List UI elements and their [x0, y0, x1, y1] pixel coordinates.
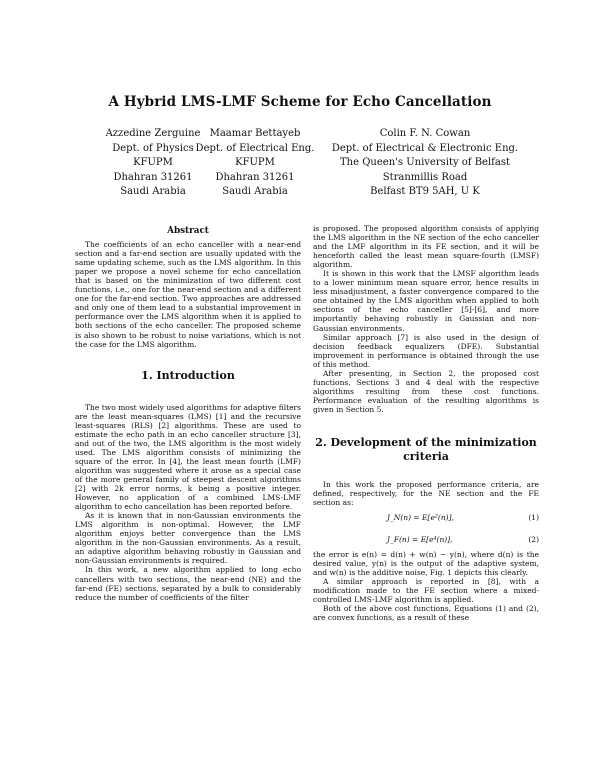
author-affiliation-line: Dept. of Electrical Eng.: [195, 142, 315, 154]
section-heading-introduction: 1. Introduction: [141, 368, 235, 382]
section2-paragraph: A similar approach is reported in [8], with a modification made to the FE section where a mixed-controlled LMS-LMF algorithm is applied.: [313, 577, 539, 605]
paper-title: A Hybrid LMS-LMF Scheme for Echo Cancellation: [108, 94, 492, 110]
section2-intro: In this work the proposed performance criteria, are defined, respectively, for the NE section and the FE section as:: [313, 479, 539, 508]
section2-paragraph: the error is e(n) = d(n) + w(n) − y(n), where d(n) is the desired value, y(n) is the output of the adaptive system, and w(n) is the additive noise, Fig. 1 depicts this clearly.: [313, 550, 539, 578]
section2-paragraph: Both of the above cost functions, Equations (1) and (2), are convex functions, as a result of these: [313, 604, 539, 623]
author-affiliation-line: Saudi Arabia: [222, 186, 288, 198]
abstract-text: The coefficients of an echo canceller with a near-end section and a far-end section are usually updated with the same updating scheme, such as the LMS algorithm. In this paper we propose a novel scheme for echo cancellation that is based on the minimization of two different cost functions, i.e., one for the near-end section and a different one for the far-end section. Two approaches are addressed and only one of them lead to a substantial improvement in performance over the LMS algorithm when it is applied to both sections of the echo canceller. The proposed scheme is also shown to be robust to noise variations, which is not the case for the LMS algorithm.: [75, 240, 301, 349]
author-name: Maamar Bettayeb: [209, 128, 301, 139]
author-affiliation-line: Dept. of Electrical & Electronic Eng.: [331, 142, 519, 154]
equation-2-text: J_F(n) = E[e⁴(n)],: [387, 535, 453, 545]
abstract-heading: Abstract: [167, 226, 209, 236]
author-block-3: [325, 127, 525, 200]
author-affiliation-line: Stranmillis Road: [382, 171, 468, 183]
equation-1-number: (1): [528, 513, 539, 523]
intro-paragraph: After presenting, in Section 2, the proposed cost functions, Sections 3 and 4 deal with the respective algorithms resulting from these cost functions. Performance evaluation of the resulting algorithms is given in Section 5.: [313, 368, 539, 414]
equation-1: [313, 509, 539, 526]
equation-2-number: (2): [528, 535, 539, 545]
author-affiliation-line: Saudi Arabia: [120, 186, 186, 198]
author-affiliation-line: KFUPM: [133, 157, 173, 169]
author-affiliation-line: Dhahran 31261: [215, 171, 295, 183]
author-affiliation-line: Dhahran 31261: [113, 171, 193, 183]
intro-paragraph-continued: is proposed. The proposed algorithm consists of applying the LMS algorithm in the NE section of the echo canceller and the LMF algorithm in its FE section, and it will be henceforth called the least mean square-fourth (LMSF) algorithm.: [313, 224, 539, 270]
author-affiliation-line: Belfast BT9 5AH, U K: [370, 186, 480, 198]
author-block-2: [190, 127, 320, 200]
author-name: Colin F. N. Cowan: [379, 128, 471, 139]
author-affiliation-line: KFUPM: [235, 157, 275, 169]
intro-paragraph: In this work, a new algorithm applied to long echo cancellers with two sections, the near-end (NE) and the far-end (FE) sections, separated by a bulk to considerably reduce the number of coefficients of the filter: [75, 565, 301, 602]
intro-paragraph: As it is known that in non-Gaussian environments the LMS algorithm is non-optimal. However, the LMF algorithm enjoys better convergence than the LMS algorithm in the non-Gaussian environments. As a result, an adaptive algorithm behaving robustly in Gaussian and non-Gaussian environments is required.: [75, 511, 301, 566]
author-name: Azzedine Zerguine: [105, 128, 201, 139]
equation-2: [313, 531, 539, 548]
intro-paragraph: It is shown in this work that the LMSF algorithm leads to a lower minimum mean square error, hence results in less misadjustment, a faster convergence compared to the one obtained by the LMS algorithm when applied to both sections of the echo canceller [5]-[6], and more importantly behaving robustly in Gaussian and non-Gaussian environments.: [313, 269, 539, 333]
intro-paragraph: The two most widely used algorithms for adaptive filters are the least mean-squares (LMS) [1] and the recursive least-squares (RLS) [2] algorithms. These are used to estimate the echo path in an echo canceller structure [3], and out of the two, the LMS algorithm is the most widely used. The LMS algorithm consists of minimizing the square of the error. In [4], the least mean fourth (LMF) algorithm was suggested where it arose as a special case of the more general family of steepest descent algorithms [2] with 2k error norms, k being a positive integer. However, no application of a combined LMS-LMF algorithm to echo cancellation has been reported before.: [75, 402, 301, 512]
author-affiliation-line: The Queen's University of Belfast: [340, 157, 510, 169]
intro-paragraph: Similar approach [7] is also used in the design of decision feedback equalizers (DFE). Substantial improvement in performance is obtained through the use of this method.: [313, 332, 539, 369]
left-column: [75, 224, 301, 602]
equation-1-text: J_N(n) = E[e²(n)],: [387, 513, 454, 523]
author-affiliation-line: Dept. of Physics: [112, 142, 194, 154]
section-heading-minimization: 2. Development of the minimization criteria: [315, 435, 537, 463]
right-column: [313, 224, 539, 623]
